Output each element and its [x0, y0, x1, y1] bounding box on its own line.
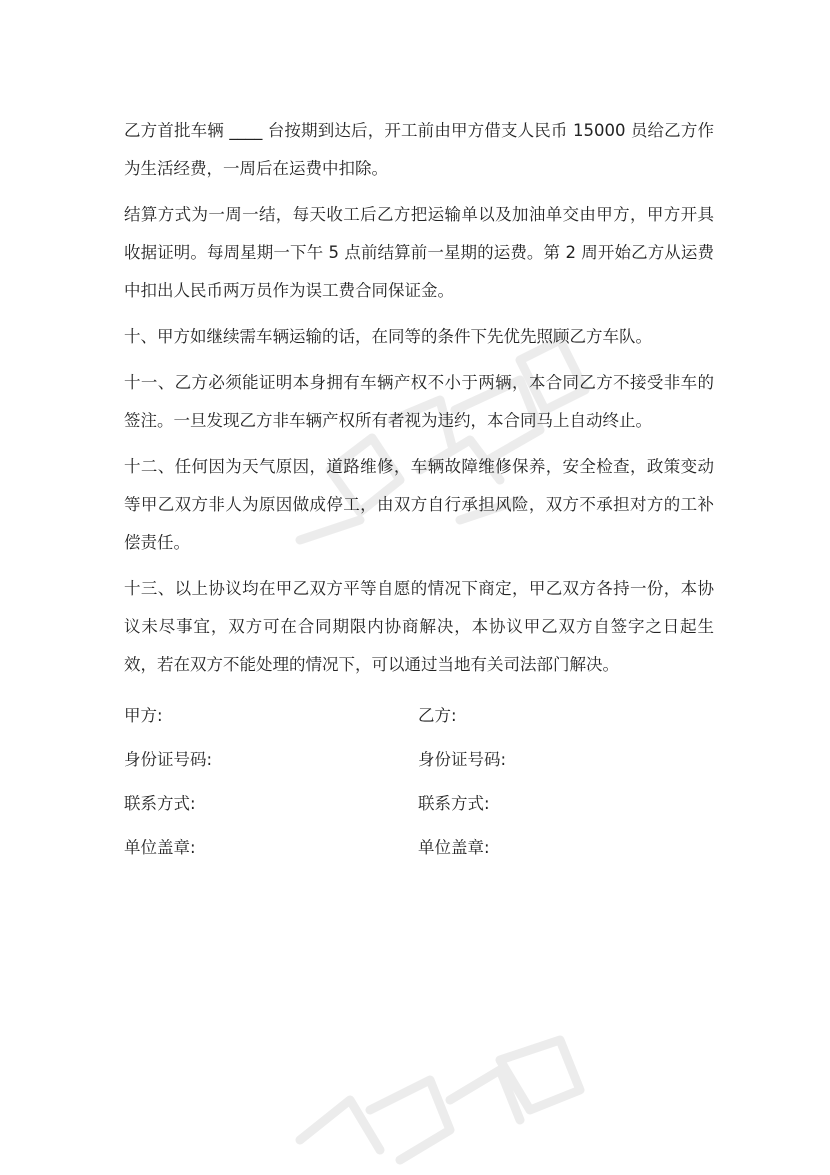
- signature-block: [124, 692, 714, 868]
- document-body: [124, 112, 714, 868]
- paragraph-clause-11: 十一、乙方必须能证明本身拥有车辆产权不小于两辆，本合同乙方不接受非车的签注。一旦发现乙方非车辆产权所有者视为违约，本合同马上自动终止。: [124, 373, 714, 430]
- signature-row-party: [124, 692, 714, 736]
- party-b-seal-label: 单位盖章:: [418, 838, 490, 857]
- watermark-mark-bottom: [300, 1040, 580, 1160]
- paragraph-clause-12: 十二、任何因为天气原因，道路维修，车辆故障维修保养，安全检查，政策变动等甲乙双方非人为原因做成停工，由双方自行承担风险，双方不承担对方的工补偿责任。: [124, 457, 714, 552]
- paragraph-settlement: 结算方式为一周一结，每天收工后乙方把运输单以及加油单交由甲方，甲方开具收据证明。每周星期一下午 5 点前结算前一星期的运费。第 2 周开始乙方从运费中扣出人民币两万员作为误工费合同保证金。: [124, 205, 714, 300]
- party-a-id-label: 身份证号码:: [124, 750, 213, 769]
- party-b-contact-label: 联系方式:: [418, 794, 490, 813]
- paragraph-clause-13: 十三、以上协议均在甲乙双方平等自愿的情况下商定，甲乙双方各持一份，本协议未尽事宜，双方可在合同期限内协商解决，本协议甲乙双方自签字之日起生效，若在双方不能处理的情况下，可以通过当地有关司法部门解决。: [124, 579, 714, 674]
- party-a-label: 甲方:: [124, 706, 163, 725]
- signature-row-contact: [124, 780, 714, 824]
- party-a-contact-label: 联系方式:: [124, 794, 196, 813]
- signature-row-id: [124, 736, 714, 780]
- paragraph-advance-payment: 乙方首批车辆 ____ 台按期到达后，开工前由甲方借支人民币 15000 员给乙方作为生活经费，一周后在运费中扣除。: [124, 121, 714, 178]
- signature-row-seal: [124, 824, 714, 868]
- party-b-label: 乙方:: [418, 706, 457, 725]
- party-b-id-label: 身份证号码:: [418, 750, 507, 769]
- party-a-seal-label: 单位盖章:: [124, 838, 196, 857]
- paragraph-clause-10: 十、甲方如继续需车辆运输的话，在同等的条件下先优先照顾乙方车队。: [124, 327, 652, 346]
